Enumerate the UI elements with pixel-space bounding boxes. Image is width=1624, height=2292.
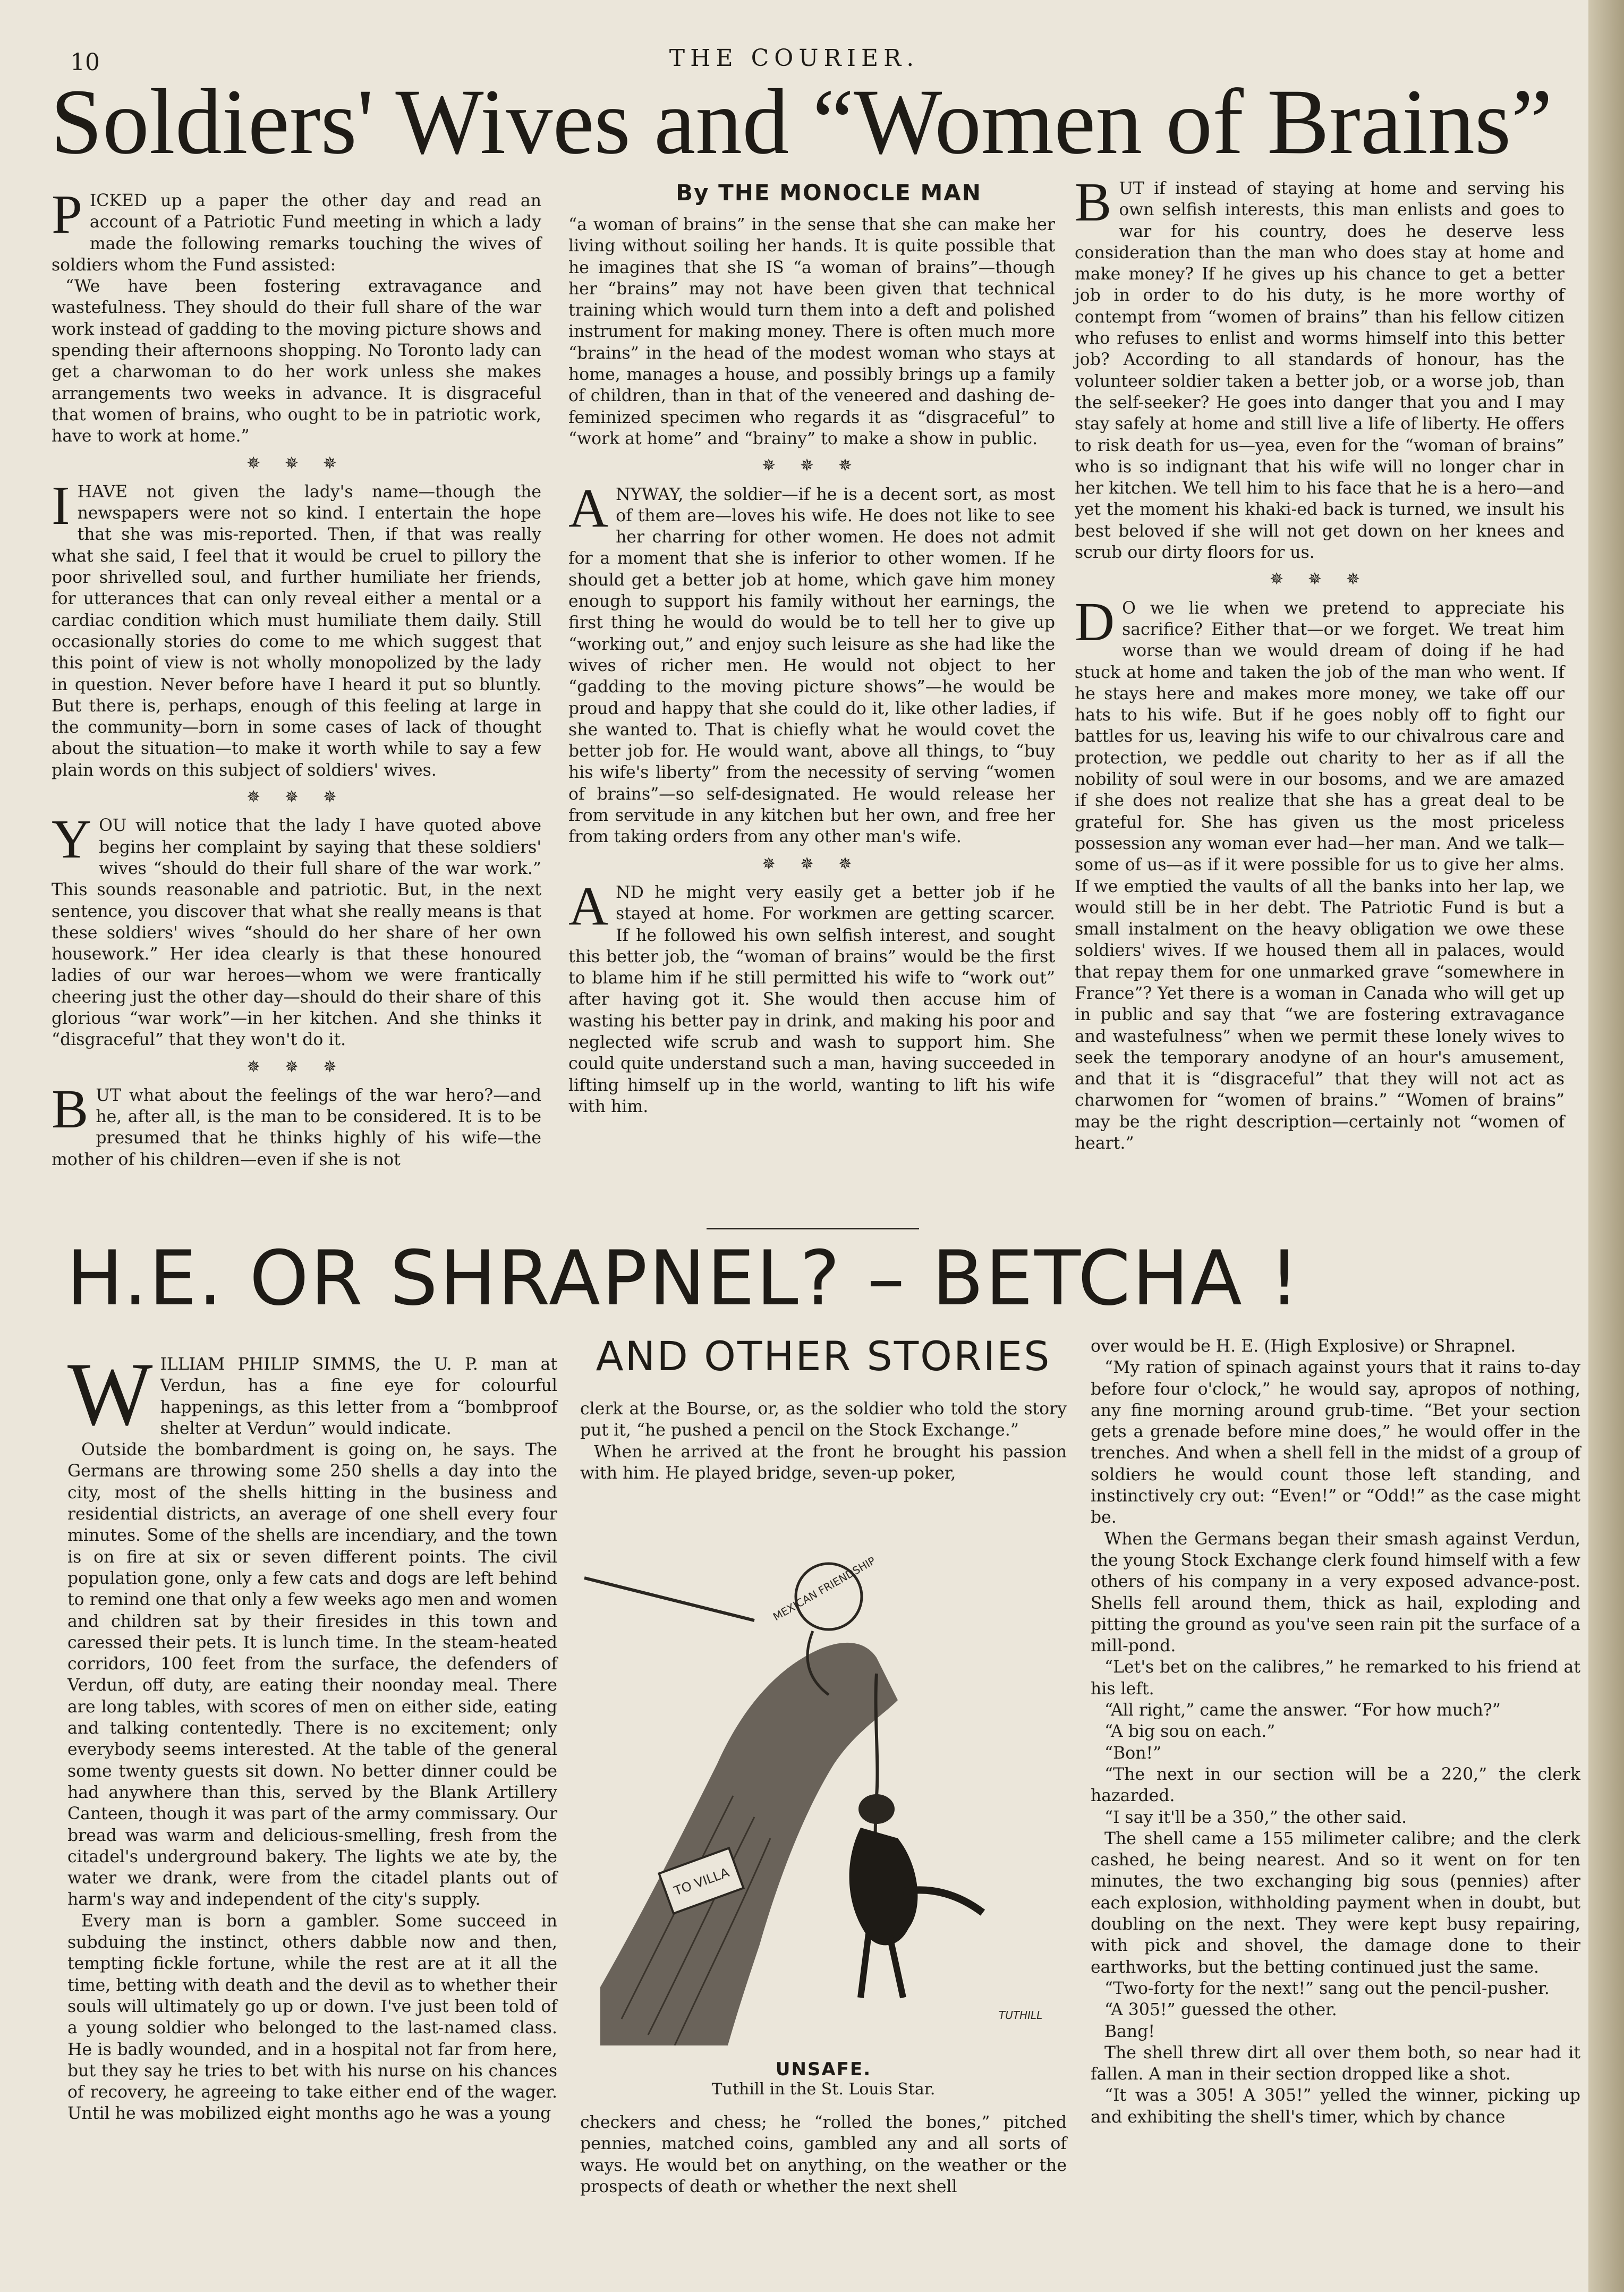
paragraph: Bang! <box>1104 2022 1155 2041</box>
paragraph: “All right,” came the answer. “For how much?” <box>1104 1701 1501 1720</box>
paragraph: IHAVE not given the lady's name—though the newspapers were not so kind. I entertain the hope that she was mis-reported. Then, if that was really what she said, I feel that it would be cruel to pillory the poor shrivelled soul, and further humiliate her friends, for utterances that can only reveal either a mental or a cardiac condition which must humiliate them daily. Still occasionally stories do come to me which suggest that this point of view is not wholly monopolized by the lady in question. Never before have I heard it put so bluntly. But there is, perhaps, enough of this feeling at large in the community—born in some cases of lack of thought about the situation—to make it worth while to say a few plain words on this subject of soldiers' wives. <box>52 474 541 780</box>
paragraph: Every man is born a gambler. Some succeed in subduing the instinct, others dabble now and then, tempting fickle fortune, while the rest are at it all the time, betting with death and the devil as to whether their souls will ultimately go up or down. I've just been told of a young soldier who belonged to the last-named class. He is badly wounded, and in a hospital not far from here, but they say he tries to bet with his nurse on his chances of recovery, he agreeing to take either end of the wager. Until he was mobilized eight months ago he was a young <box>67 1911 557 2124</box>
rope-label: MEXICAN FRIENDSHIP <box>770 1554 878 1624</box>
article2-column-2-bottom <box>580 2112 1067 2197</box>
paragraph: “A big sou on each.” <box>1104 1722 1276 1742</box>
section-ornament: ✵ ✵ ✵ <box>1270 570 1370 589</box>
article2-column-2-top <box>580 1398 1067 1484</box>
article1-column-3 <box>1075 172 1565 1154</box>
section-ornament: ✵ ✵ ✵ <box>762 456 862 476</box>
sign-label: TO VILLA <box>671 1865 732 1899</box>
paragraph: clerk at the Bourse, or, as the soldier who told the story put it, “he pushed a pencil on the Stock Exchange.” <box>580 1399 1067 1440</box>
paragraph-text: ILLIAM PHILIP SIMMS, the U. P. man at Verdun, has a fine eye for colourful happenings, as this letter from a “bombproof shelter at Verdun” would indicate. <box>160 1355 557 1438</box>
section-ornament: ✵ ✵ ✵ <box>762 854 862 873</box>
paragraph: BUT what about the feelings of the war hero?—and he, after all, is the man to be considered. It is to be presumed that he thinks highly of his wife—the mother of his children—even if she is not <box>52 1078 541 1169</box>
masthead: THE COURIER. <box>669 45 920 72</box>
article2-column-3 <box>1091 1336 1580 2128</box>
page-number: 10 <box>70 49 100 76</box>
paragraph: Outside the bombardment is going on, he says. The Germans are throwing some 250 shells a day into the city, most of the shells hitting in the business and residential districts, an average of one shell every four minutes. Some of the shells are incendiary, and the town is on fire at six or seven different points. The civil population gone, only a few cats and dogs are left behind to remind one that only a few weeks ago men and women and children sat by their firesides in this town and caressed their pets. It is lunch time. In the steam-heated corridors, 100 feet from the surface, the defenders of Verdun, off duty, are eating their noonday meal. There are long tables, with scores of men on either side, eating and talking contentedly. There is no excitement; only everybody seems interested. At the table of the general some twenty guests sit down. No better dinner could be had anywhere than this, served by the Blank Artillery Canteen, though it was part of the army commissary. Our bread was warm and delicious-smelling, fresh from the citadel's underground bakery. The lights we ate by, the water we drank, were from the citadel plants out of harm's way and independent of the city's supply. <box>67 1440 557 1909</box>
paragraph: “a woman of brains” in the sense that she can make her living without soiling her hands. It is quite possible that he imagines that she IS “a woman of brains”—though her “brains” may not have been given that technical training which would turn them into a deft and polished instrument for making money. There is often much more “brains” in the head of the modest woman who stays at home, manages a house, and possibly brings up a family of children, than in that of the veneered and dashing de-feminized specimen who regards it as “disgraceful” to “work at home” and “brainy” to make a show in public. <box>568 215 1055 448</box>
paragraph: over would be H. E. (High Explosive) or Shrapnel. <box>1091 1337 1516 1356</box>
paragraph: When he arrived at the front he brought his passion with him. He played bridge, seven-up poker, <box>580 1442 1067 1483</box>
paragraph: BUT if instead of staying at home and serving his own selfish interests, this man enlists and goes to war for his country, does he deserve less consideration than the man who does stay at home and make money? If he gives up his chance to get a better job in order to do his duty, is he more worthy of contempt from “women of brains” than his fellow citizen who refuses to enlist and worms himself into this better job? According to all standards of honour, has the volunteer soldier taken a better job, or a worse job, than the self-seeker? He goes into danger that you and I may stay safely at home and still live a life of liberty. He offers to risk death for us—yea, even for the “woman of brains” who is so indignant that his wife will no longer char in her kitchen. We tell him to his face that he is a hero—and yet the moment his khaki-ed back is turned, we insult his best beloved if she will not get down on her knees and scrub our dirty floors for us. <box>1075 172 1565 563</box>
paragraph: “We have been fostering extravagance and wastefulness. They should do their full share of the war work instead of gadding to the moving picture shows and spending their afternoons shopping. No Toronto lady can get a charwoman to do her work unless she makes arrangements two weeks in advance. It is disgraceful that women of brains, who ought to be in patriotic work, have to work at home.” <box>52 277 541 446</box>
article-title-soldiers-wives: Soldiers' Wives and “Women of Brains” <box>50 70 1553 174</box>
drop-letter: W <box>67 1344 153 1444</box>
paragraph: ANYWAY, the soldier—if he is a decent sort, as most of them are—loves his wife. He does not like to see her charring for other women. He does not admit for a moment that she is inferior to other women. If he should get a better job at home, which gave him money enough to support his family without her earnings, the first thing he would do would be to tell her to give up “working out,” and enjoy such leisure as she had like the wives of richer men. He would not object to her “gadding to the moving picture shows”—he would be proud and happy that she could do it, like other ladies, if she wanted to. That is chiefly what he would covet the better job for. He would want, above all things, to “buy his wife's liberty” from the necessity of serving “women of brains”—so self-designated. He would release her from servitude in any kitchen but her own, and free her from taking orders from any other man's wife. <box>568 477 1055 847</box>
section-ornament: ✵ ✵ ✵ <box>246 1057 346 1076</box>
cartoon-caption-title: UNSAFE. <box>775 2059 872 2080</box>
byline: By THE MONOCLE MAN <box>676 180 982 206</box>
page-binding-edge <box>1588 0 1624 2292</box>
paragraph: “The next in our section will be a 220,” the clerk hazarded. <box>1091 1764 1580 1806</box>
hanging-figure-hat <box>858 1794 895 1824</box>
article-subtitle: AND OTHER STORIES <box>596 1332 1051 1380</box>
paragraph: The shell threw dirt all over them both, so near had it fallen. A man in their section dropped like a shot. <box>1091 2043 1580 2084</box>
paragraph: YOU will notice that the lady I have quoted above begins her complaint by saying that these soldiers' wives “should do their full share of the war work.” This sounds reasonable and patriotic. But, in the next sentence, you discover that what she really means is that these soldiers' wives “should do her share of her own housework.” Her idea clearly is that these honoured ladies of our war heroes—whom we were frantically cheering just the other day—should do their share of this glorious “war work”—in her kitchen. And she thinks it “disgraceful” that they won't do it. <box>52 809 541 1050</box>
paragraph: AND he might very easily get a better job if he stayed at home. For workmen are getting scarcer. If he followed his own selfish interest, and sought this better job, the “woman of brains” would be the first to blame him if he still permitted his wife to “work out” after having got it. She would then accuse him of wasting his better pay in drink, and making his poor and neglected wife scrub and wash to support him. She could quite understand such a man, having succeeded in lifting himself up in the world, wanting to lift his wife with him. <box>568 875 1055 1116</box>
section-ornament: ✵ ✵ ✵ <box>246 787 346 807</box>
section-ornament: ✵ ✵ ✵ <box>246 453 346 473</box>
artist-signature: TUTHILL <box>999 2009 1043 2022</box>
paragraph: “Let's bet on the calibres,” he remarked to his friend at his left. <box>1091 1658 1580 1699</box>
paragraph: checkers and chess; he “rolled the bones,” pitched pennies, matched coins, gambled any and all sorts of ways. He would bet on anything, on the weather or the prospects of death or whether the next shell <box>580 2113 1067 2196</box>
paragraph: “A 305!” guessed the other. <box>1104 2000 1337 2020</box>
paragraph: The shell came a 155 milimeter calibre; and the clerk cashed, he being nearest. And so it went on for ten minutes, the two exchanging big sous (pennies) after each explosion, withholding payment when in doubt, but doubling on the next. They were kept busy repairing, with pick and shovel, the damage done to their earthworks, but the betting continued just the same. <box>1091 1829 1580 1977</box>
paragraph: When the Germans began their smash against Verdun, the young Stock Exchange clerk found himself with a few others of his company in a very exposed advance-post. Shells fell around them, thick as hail, exploding and pitting the ground as you've seen rain pit the surface of a mill-pond. <box>1091 1529 1580 1656</box>
article1-column-2 <box>568 214 1055 1117</box>
paragraph: “Bon!” <box>1104 1743 1162 1763</box>
paragraph: “I say it'll be a 350,” the other said. <box>1104 1807 1407 1827</box>
paragraph <box>67 1344 557 1444</box>
paragraph: “It was a 305! A 305!” yelled the winner, picking up and exhibiting the shell's timer, which by chance <box>1091 2086 1580 2127</box>
cartoon-unsafe <box>579 1541 1068 2045</box>
paragraph: “Two-forty for the next!” sang out the pencil-pusher. <box>1104 1979 1550 1998</box>
paragraph: DO we lie when we pretend to appreciate his sacrifice? Either that—or we forget. We treat him worse than we would dream of doing if he had stuck at home and taken the job of the man who went. If he stays here and makes more money, we take off our hats to his wife. But if he goes nobly off to fight our battles for us, leaving his wife to our chivalrous care and protection, we peddle out charity to her as if all the nobility of soul were in our bosoms, and we are amazed if she does not realize that she has a great deal to be grateful for. She has given us the most priceless possession any woman ever had—her man. And we talk—some of us—as if it were possible for us to give her alms. If we emptied the vaults of all the banks into her lap, we would still be in her debt. The Patriotic Fund is but a small instalment on the heavy obligation we owe these soldiers' wives. If we housed them all in palaces, would that repay them for one unmarked grave “somewhere in France”? Yet there is a woman in Canada who will get up in public and say that “we are fostering extravagance and wastefulness” when we permit these lonely wives to seek the temporary anodyne of an hour's amusement, and that it is “disgraceful” that they will not act as charwomen for “women of brains.” “Women of brains” may be the right description—certainly not “women of heart.” <box>1075 591 1565 1153</box>
article2-column-1 <box>67 1344 557 2125</box>
paragraph: PICKED up a paper the other day and read an account of a Patriotic Fund meeting in which a lady made the following remarks touching the wives of soldiers whom the Fund assisted: <box>52 184 541 275</box>
paragraph: “My ration of spinach against yours that it rains to-day before four o'clock,” he would say, apropos of nothing, any fine morning around grub-time. “Bet your section gets a grenade before mine does,” he would offer in the trenches. And when a shell fell in the midst of a group of soldiers he would count those left standing, and instinctively cry out: “Even!” or “Odd!” as the case might be. <box>1091 1358 1580 1527</box>
article1-column-1 <box>52 184 541 1170</box>
cartoon-caption-credit: Tuthill in the St. Louis Star. <box>711 2080 936 2099</box>
article-title-he-or-shrapnel: H.E. OR SHRAPNEL? – BETCHA ! <box>66 1235 1301 1322</box>
